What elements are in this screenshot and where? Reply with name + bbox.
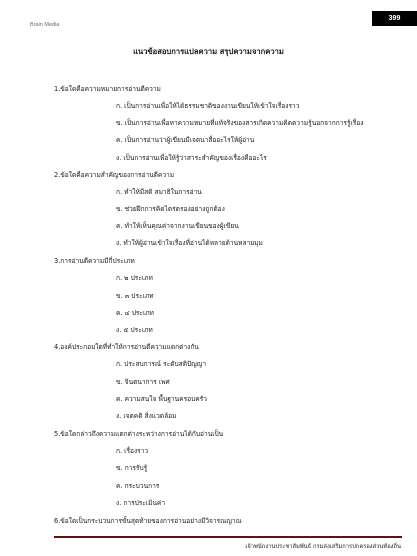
- question-1-option-c: ค. เป็นการอ่านว่าผู้เขียนมีเจตนาสื่ออะไรให้ผู้อ่าน: [116, 136, 255, 144]
- question-5-option-a: ก. เรื่องราว: [116, 447, 149, 455]
- question-5-option-c: ค. กระบวนการ: [116, 482, 160, 490]
- question-2-option-a: ก. ทำให้มีสติ สมาธิในการอ่าน: [116, 188, 202, 196]
- page-number: 399: [372, 11, 417, 26]
- question-2-option-d: ง. ทำให้ผู้อ่านเข้าใจเรื่องที่อ่านได้หลายด้านหลายมุม: [116, 239, 263, 247]
- footer-text: เจ้าพนักงานประชาสัมพันธ์ กรมส่งเสริมการปกครองส่วนท้องถิ่น: [245, 544, 401, 550]
- question-5-option-d: ง. การประเมินค่า: [116, 499, 166, 507]
- question-4-option-c: ค. ความสนใจ พื้นฐานครอบครัว: [116, 395, 207, 403]
- publisher-name: Brain Media: [30, 22, 60, 28]
- footer-rule: [54, 536, 402, 538]
- question-1: 1.ข้อใดคือความหมายการอ่านตีความ: [54, 85, 161, 93]
- question-3-option-d: ง. ๕ ประเภท: [116, 326, 153, 334]
- question-3: 3.การอ่านตีความมีกี่ประเภท: [54, 257, 135, 265]
- question-4: 4.องค์ประกอบใดที่ทำให้การอ่านตีความแตกต่างกัน: [54, 343, 199, 351]
- question-2-option-c: ค. ทำให้เห็นคุณค่าจากงานเขียนของผู้เขียน: [116, 222, 239, 230]
- question-2: 2.ข้อใดคือความสำคัญของการอ่านตีความ: [54, 171, 175, 179]
- question-5: 5.ข้อใดกล่าวถึงความแตกต่างระหว่างการอ่านได้กับอ่านเป็น: [54, 430, 224, 438]
- question-3-option-b: ข. ๓ ประเภท: [116, 292, 154, 300]
- question-1-option-b: ข. เป็นการอ่านเพื่อหาความหมายที่แท้จริงของสารเกิดความคิดความรู้นอกจากการรู้เรื่อง: [116, 119, 364, 127]
- question-4-option-b: ข. จินตนาการ เพศ: [116, 378, 170, 386]
- question-4-option-d: ง. เจตคติ สิ่งแวดล้อม: [116, 412, 177, 420]
- question-1-option-d: ง. เป็นการอ่านเพื่อให้รู้ว่าสาระสำคัญของเรื่องคืออะไร: [116, 154, 267, 162]
- question-1-option-a: ก. เป็นการอ่านเพื่อให้ได้ธรรมชาติของงานเขียนให้เข้าใจเรื่องราว: [116, 102, 300, 110]
- question-2-option-b: ข. ช่วยฝึกการคิดไตร่ตรองอย่างถูกต้อง: [116, 205, 225, 213]
- page-title: แนวข้อสอบการแปลความ สรุปความจากความ: [133, 47, 284, 56]
- question-4-option-a: ก. ประสบการณ์ ระดับสติปัญญา: [116, 360, 207, 368]
- question-3-option-c: ค. ๔ ประเภท: [116, 309, 154, 317]
- question-6: 6.ข้อใดเป็นกระบวนการขั้นสุดท้ายของการอ่านอย่างมีวิจารณญาณ: [54, 517, 242, 525]
- question-5-option-b: ข. การรับรู้: [116, 464, 148, 472]
- question-3-option-a: ก. ๒ ประเภท: [116, 274, 153, 282]
